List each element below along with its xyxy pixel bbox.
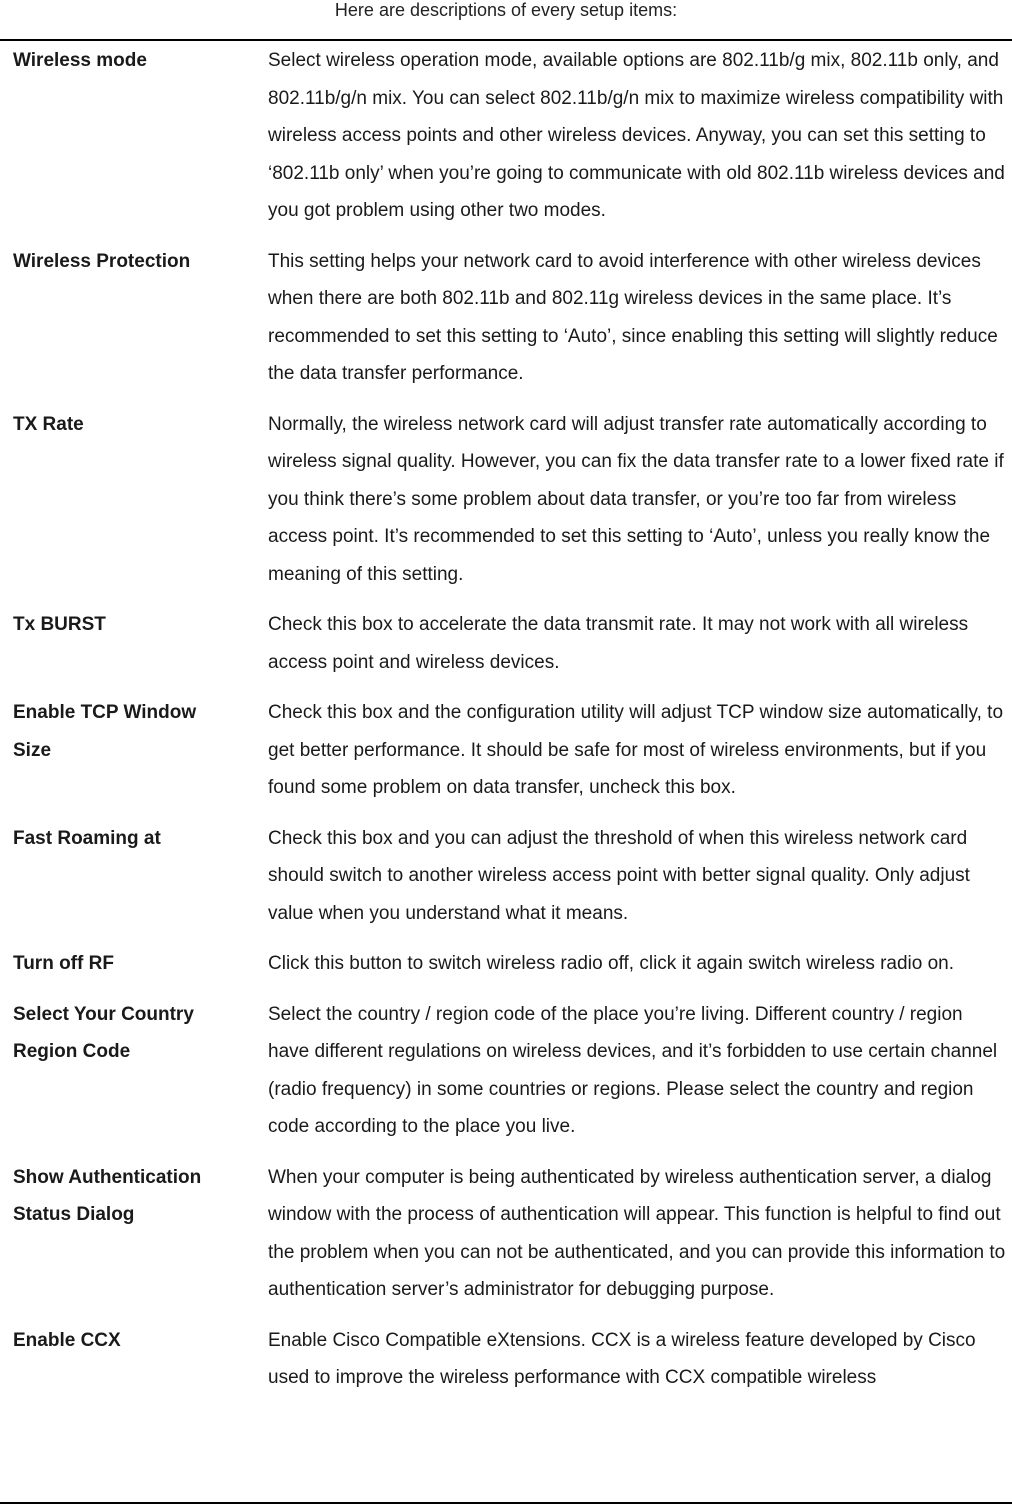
- item-description: Select wireless operation mode, available options are 802.11b/g mix, 802.11b only, and 802.11b/g/n mix. You can select 802.11b/g/n mix to maximize wireless compatibility with wireless access points and other wireless devices. Anyway, you can set this setting to ‘802.11b only’ when you’re going to communicate with old 802.11b wireless devices and you got problem using other two modes.: [268, 50, 1005, 221]
- setup-items-table: [0, 41, 1012, 1502]
- item-term: Fast Roaming at: [13, 827, 161, 849]
- table-row: [0, 242, 1012, 405]
- item-term: Turn off RF: [13, 953, 114, 974]
- item-description: Normally, the wireless network card will adjust transfer rate automatically according to wireless signal quality. However, you can fix the data transfer rate to a lower fixed rate if you think there’s some problem about data transfer, or you’re too far from wireless access point. It’s recommended to set this setting to ‘Auto’, unless you really know the meaning of this setting.: [268, 413, 1004, 585]
- item-description: When your computer is being authenticated by wireless authentication server, a dialog window with the process of authentication will appear. This function is helpful to find out the problem when you can not be authenticated, and you can provide this information to authentication server’s administrator for debugging purpose.: [268, 1166, 1006, 1300]
- item-term: Show Authentication Status Dialog: [13, 1166, 202, 1225]
- table-row: [0, 944, 1012, 995]
- item-description: Click this button to switch wireless radio off, click it again switch wireless radio on.: [268, 953, 955, 974]
- table-row: [0, 1158, 1012, 1321]
- table-row: [0, 1321, 1012, 1409]
- item-term: Wireless mode: [13, 50, 147, 71]
- item-description: Select the country / region code of the place you’re living. Different country / region have different regulations on wireless devices, and it’s forbidden to use certain channel (radio frequency) in some countries or regions. Please select the country and region code according to the place you live.: [268, 1003, 998, 1137]
- item-description: Check this box and you can adjust the threshold of when this wireless network card should switch to another wireless access point with better signal quality. Only adjust value when you understand what it means.: [268, 827, 970, 924]
- item-description: Enable Cisco Compatible eXtensions. CCX is a wireless feature developed by Cisco used to improve the wireless performance with CCX compatible wireless: [268, 1329, 976, 1388]
- table-row: [0, 693, 1012, 819]
- table-row: [0, 41, 1012, 242]
- item-description: Check this box to accelerate the data transmit rate. It may not work with all wireless access point and wireless devices.: [268, 614, 969, 673]
- table-row: [0, 995, 1012, 1158]
- table-row: [0, 605, 1012, 693]
- item-term: Tx BURST: [13, 614, 106, 635]
- item-term: TX Rate: [13, 413, 84, 435]
- table-row: [0, 819, 1012, 945]
- item-description: Check this box and the configuration utility will adjust TCP window size automatically, to get better performance. It should be safe for most of wireless environments, but if you found some problem on data transfer, uncheck this box.: [268, 702, 1004, 798]
- item-term: Select Your Country Region Code: [13, 1003, 194, 1062]
- item-term: Enable CCX: [13, 1329, 121, 1351]
- table-row: [0, 405, 1012, 606]
- table-bottom-rule: [0, 1502, 1012, 1504]
- intro-text: Here are descriptions of every setup items:: [334, 0, 678, 20]
- item-description: This setting helps your network card to avoid interference with other wireless devices when there are both 802.11b and 802.11g wireless devices in the same place. It’s recommended to set this setting to ‘Auto’, since enabling this setting will slightly reduce the data transfer performance.: [268, 250, 998, 384]
- item-term: Enable TCP Window Size: [13, 702, 197, 761]
- item-term: Wireless Protection: [13, 250, 191, 272]
